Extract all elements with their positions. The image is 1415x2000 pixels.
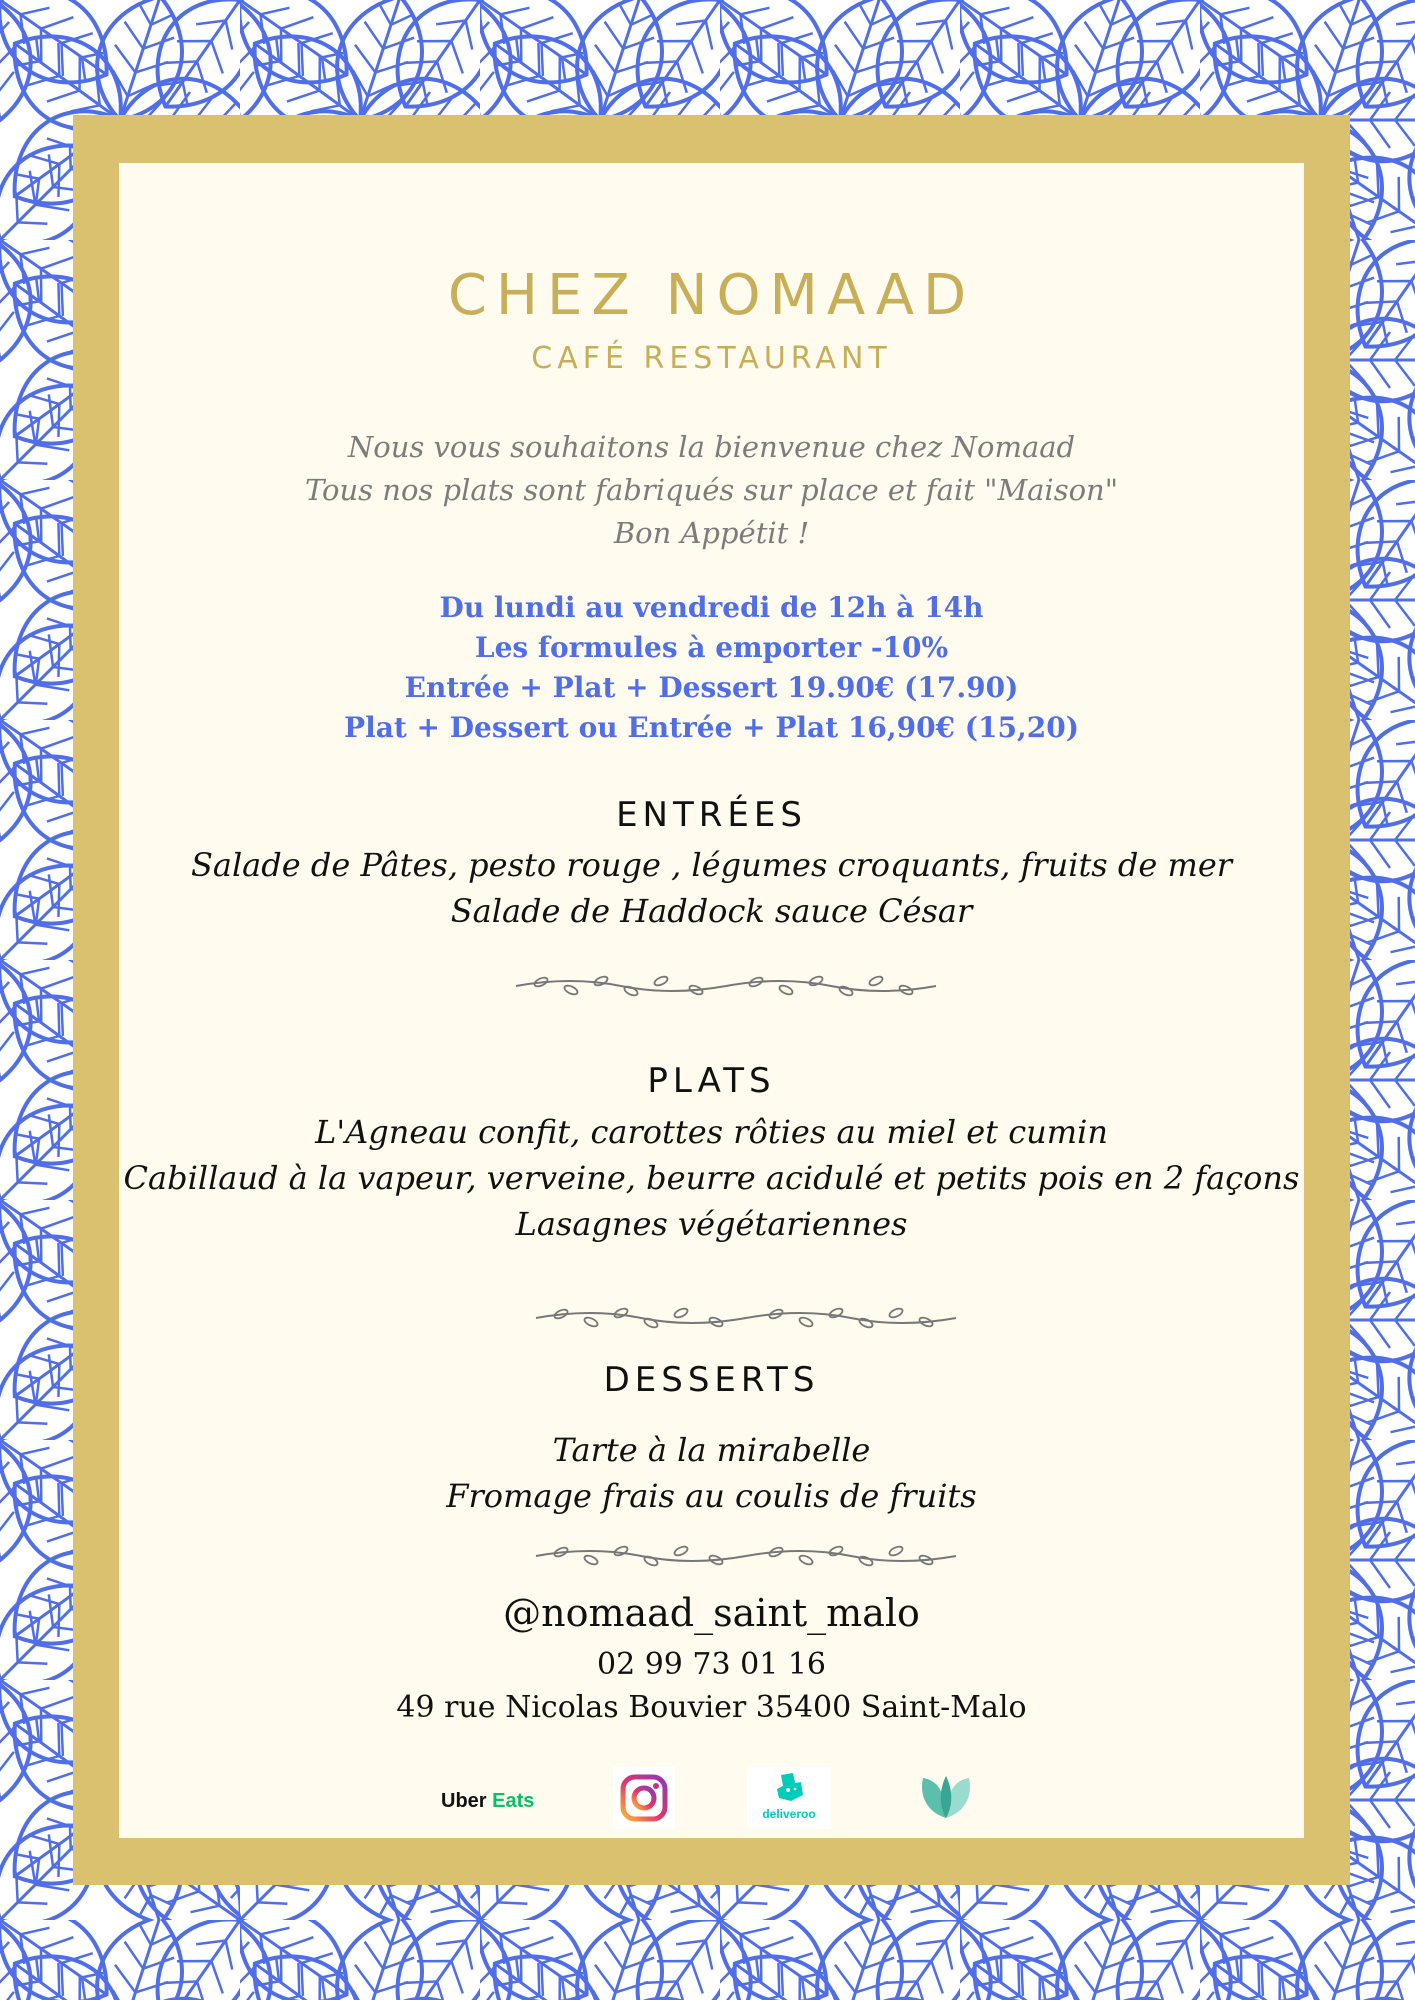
section-title-plats: PLATS	[647, 1061, 776, 1101]
formula-line: Les formules à emporter -10%	[474, 631, 949, 664]
welcome-line: Bon Appétit !	[613, 516, 810, 550]
menu-item: L'Agneau confit, carottes rôties au miel et cumin	[315, 1113, 1108, 1151]
leaf-logo-icon[interactable]	[915, 1772, 977, 1822]
formula-line: Plat + Dessert ou Entrée + Plat 16,90€ (15,20)	[344, 711, 1079, 744]
welcome-text	[119, 426, 1304, 555]
menu-item: Fromage frais au coulis de fruits	[446, 1477, 977, 1515]
section-title-desserts: DESSERTS	[603, 1360, 820, 1400]
restaurant-title: CHEZ NOMAAD	[447, 263, 976, 328]
deliveroo-text: deliveroo	[762, 1807, 816, 1821]
hours-line: Du lundi au vendredi de 12h à 14h	[439, 591, 984, 624]
menu-item: Salade de Pâtes, pesto rouge , légumes croquants, fruits de mer	[190, 846, 1233, 884]
address: 49 rue Nicolas Bouvier 35400 Saint-Malo	[396, 1690, 1027, 1725]
welcome-line: Tous nos plats sont fabriqués sur place et fait "Maison"	[304, 473, 1119, 507]
ubereats-eats-text: Eats	[492, 1790, 535, 1812]
entrees-list	[119, 842, 1304, 934]
formula-line: Entrée + Plat + Dessert 19.90€ (17.90)	[404, 671, 1019, 704]
desserts-list	[119, 1427, 1304, 1519]
vine-divider-icon	[511, 971, 941, 1001]
menu-item: Lasagnes végétariennes	[515, 1205, 908, 1243]
restaurant-subtitle: CAFÉ RESTAURANT	[531, 341, 892, 376]
vine-divider-icon	[531, 1541, 961, 1571]
instagram-handle[interactable]: @nomaad_saint_malo	[503, 1591, 920, 1635]
hours-and-formulas	[119, 588, 1304, 748]
menu-item: Salade de Haddock sauce César	[450, 892, 973, 930]
ubereats-logo[interactable]	[441, 1790, 534, 1813]
menu-item: Cabillaud à la vapeur, verveine, beurre acidulé et petits pois en 2 façons	[123, 1159, 1300, 1197]
contact-info	[119, 1643, 1304, 1729]
plats-list	[119, 1109, 1304, 1247]
ubereats-uber-text: Uber	[441, 1790, 487, 1812]
instagram-icon[interactable]	[613, 1767, 675, 1829]
vine-divider-icon	[531, 1303, 961, 1333]
welcome-line: Nous vous souhaitons la bienvenue chez Nomaad	[347, 430, 1076, 464]
deliveroo-kangaroo-icon	[773, 1771, 805, 1803]
menu-card	[119, 163, 1304, 1838]
deliveroo-logo[interactable]	[747, 1767, 831, 1829]
menu-item: Tarte à la mirabelle	[552, 1431, 871, 1469]
phone-number[interactable]: 02 99 73 01 16	[596, 1647, 826, 1682]
section-title-entrees: ENTRÉES	[616, 795, 807, 835]
